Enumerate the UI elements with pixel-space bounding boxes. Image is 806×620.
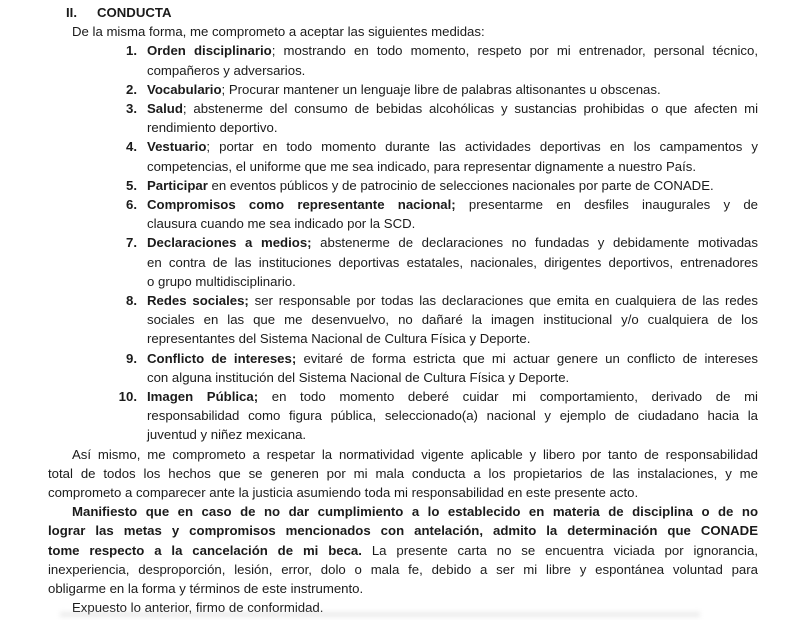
item-text: en todo momento deberé cuidar mi comportamiento, derivado de mi (271, 389, 758, 405)
item-term: Declaraciones a medios; (147, 235, 312, 251)
section-numeral: II. (66, 5, 77, 20)
list-item-8 (48, 291, 758, 349)
item-term: Imagen Pública; (147, 389, 259, 405)
list-item-9 (48, 349, 758, 387)
item-line (147, 387, 758, 406)
item-number: 10. (118, 389, 137, 405)
paragraph-line (48, 521, 758, 540)
item-term: Conflicto de intereses; (147, 350, 297, 366)
item-line: competencias, el uniforme que me sea indicado, para representar dignamente a nuestro País. (147, 158, 697, 174)
item-line: clausura cuando me sea indicado por la SCD. (147, 216, 416, 232)
item-number: 5. (126, 177, 137, 193)
item-separator: ; (221, 81, 229, 97)
item-line (147, 176, 758, 195)
paragraph-line: inexperiencia, desproporción, lesión, error, dolo o mala fe, debido a ser mi libre y espontánea voluntad para (48, 561, 758, 577)
intro-paragraph: De la misma forma, me comprometo a aceptar las siguientes medidas: (72, 24, 485, 40)
item-separator (312, 235, 321, 250)
item-text: abstenerme del consumo de bebidas alcohólicas y sustancias prohibidas o que afecten mi (193, 101, 758, 117)
item-text: mostrando en todo momento, respeto por mi entrenador, personal técnico, (283, 43, 758, 59)
bold-text: Manifiesto que en caso de no dar cumplimiento a lo establecido en materia de disciplina o de no (72, 504, 758, 520)
paragraph-line: Así mismo, me comprometo a respetar la normatividad vigente aplicable y libero por tanto de responsabilidad (72, 446, 758, 462)
item-number: 7. (126, 235, 137, 251)
item-text: abstenerme de declaraciones no fundadas y debidamente motivadas (320, 235, 758, 251)
item-term: Compromisos como representante nacional; (147, 197, 456, 213)
item-line (147, 349, 758, 368)
item-line: rendimiento deportivo. (147, 120, 278, 136)
item-text: ser responsable por todas las declaraciones que emita en cualquiera de las redes (254, 293, 758, 309)
item-line (147, 195, 758, 214)
item-line (147, 80, 758, 99)
bold-text: lograr las metas y compromisos mencionados con antelación, admito la determinación que CONADE (48, 523, 758, 539)
paragraph-line: comprometo a comparecer ante la justicia asumiendo toda mi responsabilidad en este presente acto. (48, 485, 639, 501)
item-number: 2. (126, 81, 137, 97)
item-number: 9. (126, 350, 137, 366)
item-term: Vestuario (147, 139, 207, 155)
list-item-1 (48, 41, 758, 79)
item-line (147, 233, 758, 252)
paragraph-line: total de todos los hechos que se generen por mi mala conducta a los propietarios de las instalaciones, y me (48, 465, 758, 481)
item-line: responsabilidad como figura pública, seleccionado(a) nacional y ejemplo de ciudadano hacia la (147, 408, 758, 424)
paragraph-line (48, 502, 758, 521)
section-heading (48, 3, 758, 22)
item-line (147, 137, 758, 156)
item-term: Salud (147, 101, 183, 117)
paragraph-line: obligarme en la forma y términos de este instrumento. (48, 581, 364, 597)
list-item-7 (48, 233, 758, 291)
item-number: 8. (126, 293, 137, 309)
list-item-6 (48, 195, 758, 233)
item-term: Vocabulario (147, 81, 222, 97)
item-term: Participar (147, 177, 208, 193)
scan-artifact (60, 612, 700, 617)
item-line: juventud y niñez mexicana. (147, 427, 307, 443)
item-separator: ; (182, 101, 194, 117)
item-separator: ; (206, 139, 220, 155)
item-text: presentarme en desfiles inaugurales y de (468, 197, 758, 213)
list-item-4 (48, 137, 758, 175)
list-item-2 (48, 80, 758, 99)
item-separator (456, 197, 469, 212)
item-term: Redes sociales; (147, 293, 249, 309)
item-line: compañeros y adversarios. (147, 62, 306, 78)
item-text: portar en todo momento durante las actividades deportivas en los campamentos y (219, 139, 758, 155)
item-text: evitaré de forma estricta que mi actuar genere un conflicto de intereses (303, 350, 758, 366)
item-line: sociales en las que me desenvuelvo, no dañaré la imagen institucional y/o cualquiera de los (147, 312, 758, 328)
paragraph-line (48, 541, 758, 560)
item-line: en contra de las instituciones deportivas estatales, nacionales, dirigentes deportivos, entrenadores (147, 254, 758, 270)
item-number: 6. (126, 197, 137, 213)
bold-text: tome respecto a la cancelación de mi beca. (48, 542, 362, 558)
item-number: 3. (126, 101, 137, 117)
paragraph-manifiesto (48, 502, 758, 598)
item-separator: ; (271, 43, 284, 59)
paragraph-firma: Expuesto lo anterior, firmo de conformidad. (72, 600, 324, 616)
item-line: o grupo multidisciplinario. (147, 273, 296, 289)
item-line: con alguna institución del Sistema Nacional de Cultura Física y Deporte. (147, 369, 570, 385)
item-text: Procurar mantener un lenguaje libre de palabras altisonantes u obscenas. (228, 81, 661, 97)
item-line (147, 99, 758, 118)
item-term: Orden disciplinario (147, 43, 272, 59)
section-title: CONDUCTA (97, 5, 172, 20)
item-line (147, 291, 758, 310)
item-line: representantes del Sistema Nacional de Cultura Física y Deporte. (147, 331, 531, 347)
item-line (147, 41, 758, 60)
list-item-10 (48, 387, 758, 445)
item-separator (258, 389, 272, 404)
regular-text: La presente carta no se encuentra viciada por ignorancia, (371, 542, 758, 558)
item-number: 4. (126, 139, 137, 155)
list-item-5 (48, 176, 758, 195)
list-item-3 (48, 99, 758, 137)
item-number: 1. (126, 43, 137, 59)
paragraph-asi-mismo (48, 445, 758, 503)
item-text: en eventos públicos y de patrocinio de selecciones nacionales por parte de CONADE. (211, 177, 714, 193)
